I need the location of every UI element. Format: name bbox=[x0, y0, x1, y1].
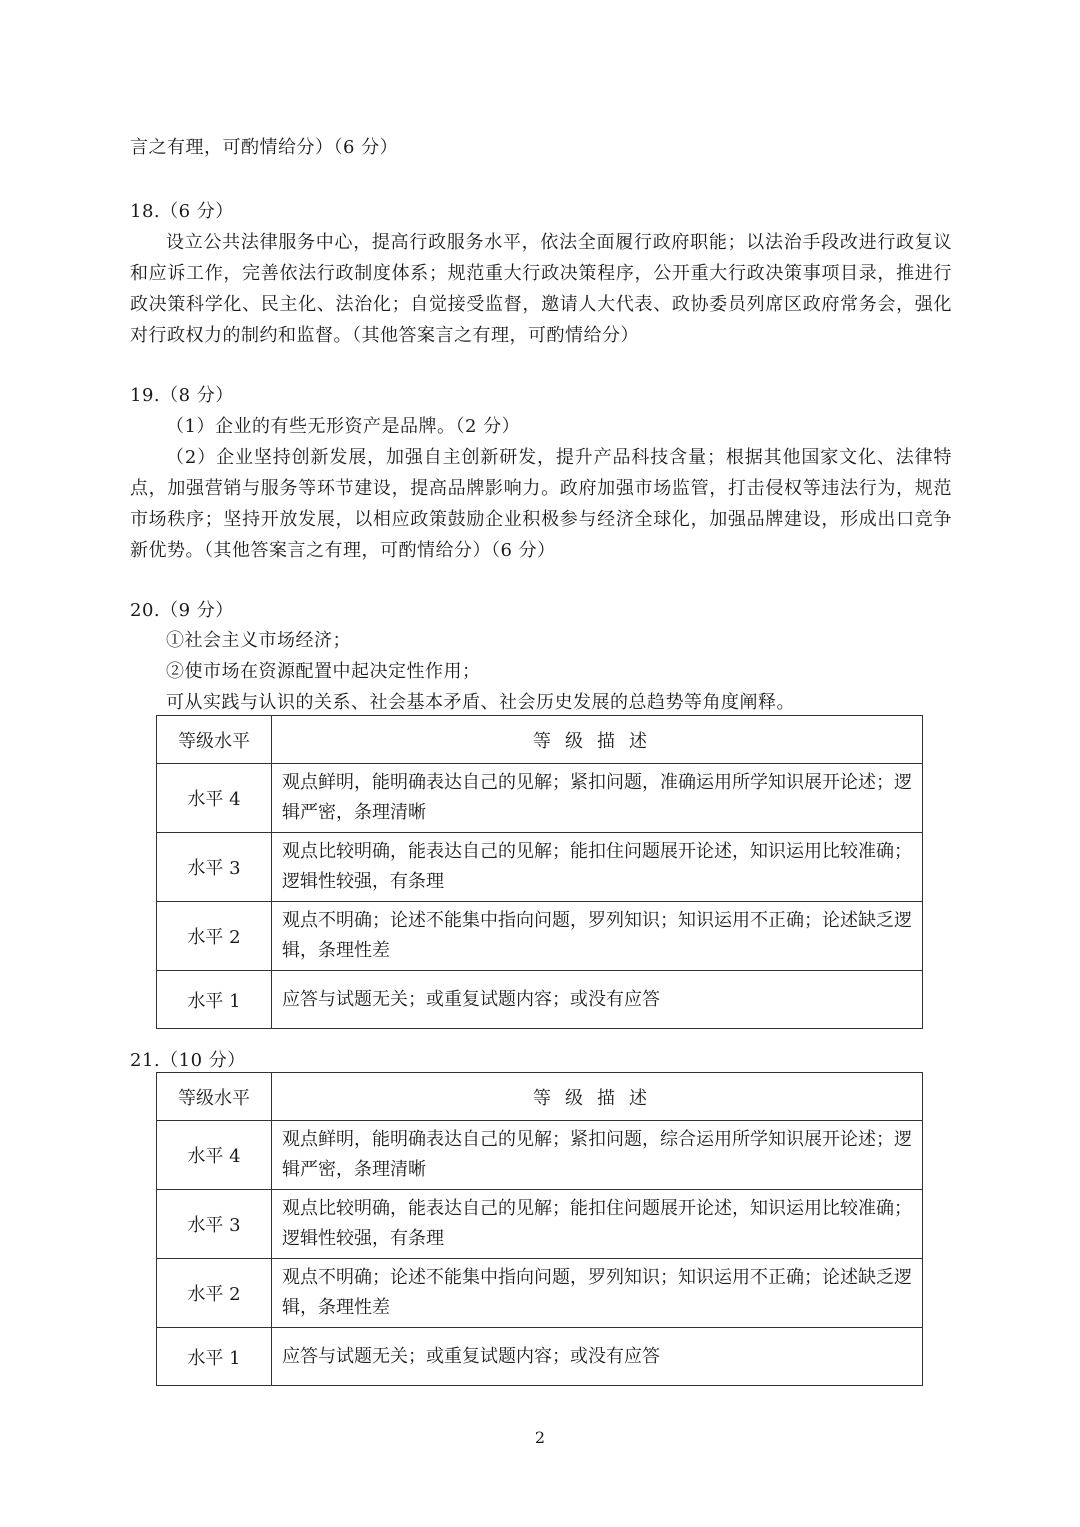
q20-point1: ①社会主义市场经济； bbox=[166, 630, 351, 651]
q18-heading: 18.（6 分） bbox=[130, 201, 234, 222]
header-level: 等级水平 bbox=[157, 716, 272, 764]
level-cell: 水平 2 bbox=[157, 1259, 272, 1328]
description-cell: 观点不明确；论述不能集中指向问题，罗列知识；知识运用不正确；论述缺乏逻辑，条理性差 bbox=[272, 902, 923, 971]
description-cell: 观点比较明确，能表达自己的见解；能扣住问题展开论述，知识运用比较准确；逻辑性较强，有条理 bbox=[272, 833, 923, 902]
q20-point2: ②使市场在资源配置中起决定性作用； bbox=[166, 661, 481, 682]
q19-part2: （2）企业坚持创新发展，加强自主创新研发，提升产品科技含量；根据其他国家文化、法律特点，加强营销与服务等环节建设，提高品牌影响力。政府加强市场监管，打击侵权等违法行为，规范市场秩序；坚持开放发展，以相应政策鼓励企业积极参与经济全球化，加强品牌建设，形成出口竞争新优势。（其他答案言之有理，可酌情给分）（6 分） bbox=[130, 447, 952, 561]
table-header-row bbox=[157, 1073, 923, 1121]
description-cell: 观点不明确；论述不能集中指向问题，罗列知识；知识运用不正确；论述缺乏逻辑，条理性差 bbox=[272, 1259, 923, 1328]
continued-line: 言之有理，可酌情给分）（6 分） bbox=[130, 137, 399, 158]
table-row bbox=[157, 1259, 923, 1328]
q20-note: 可从实践与认识的关系、社会基本矛盾、社会历史发展的总趋势等角度阐释。 bbox=[166, 692, 795, 713]
description-cell: 观点鲜明，能明确表达自己的见解；紧扣问题，准确运用所学知识展开论述；逻辑严密，条理清晰 bbox=[272, 764, 923, 833]
description-cell: 应答与试题无关；或重复试题内容；或没有应答 bbox=[272, 1328, 923, 1386]
q21-heading: 21.（10 分） bbox=[130, 1050, 246, 1071]
table-row bbox=[157, 971, 923, 1029]
header-description: 等级描述 bbox=[272, 716, 923, 764]
table-row bbox=[157, 833, 923, 902]
level-cell: 水平 1 bbox=[157, 1328, 272, 1386]
description-cell: 应答与试题无关；或重复试题内容；或没有应答 bbox=[272, 971, 923, 1029]
q19-part1: （1）企业的有些无形资产是品牌。（2 分） bbox=[166, 416, 521, 437]
table-row bbox=[157, 902, 923, 971]
level-cell: 水平 1 bbox=[157, 971, 272, 1029]
level-cell: 水平 2 bbox=[157, 902, 272, 971]
level-cell: 水平 3 bbox=[157, 833, 272, 902]
level-cell: 水平 4 bbox=[157, 764, 272, 833]
q19-heading: 19.（8 分） bbox=[130, 385, 234, 406]
q20-heading: 20.（9 分） bbox=[130, 600, 234, 621]
description-cell: 观点鲜明，能明确表达自己的见解；紧扣问题，综合运用所学知识展开论述；逻辑严密，条理清晰 bbox=[272, 1121, 923, 1190]
header-description: 等级描述 bbox=[272, 1073, 923, 1121]
q20-grading-table bbox=[156, 715, 923, 1029]
level-cell: 水平 3 bbox=[157, 1190, 272, 1259]
q18-answer: 设立公共法律服务中心，提高行政服务水平，依法全面履行政府职能；以法治手段改进行政复议和应诉工作，完善依法行政制度体系；规范重大行政决策程序，公开重大行政决策事项目录，推进行政决策科学化、民主化、法治化；自觉接受监督，邀请人大代表、政协委员列席区政府常务会，强化对行政权力的制约和监督。（其他答案言之有理，可酌情给分） bbox=[130, 232, 952, 346]
level-cell: 水平 4 bbox=[157, 1121, 272, 1190]
table-row bbox=[157, 1121, 923, 1190]
page-number: 2 bbox=[534, 1428, 546, 1447]
table-row bbox=[157, 1190, 923, 1259]
q21-grading-table bbox=[156, 1072, 923, 1386]
table-header-row bbox=[157, 716, 923, 764]
table-row bbox=[157, 764, 923, 833]
header-level: 等级水平 bbox=[157, 1073, 272, 1121]
table-row bbox=[157, 1328, 923, 1386]
description-cell: 观点比较明确，能表达自己的见解；能扣住问题展开论述，知识运用比较准确；逻辑性较强，有条理 bbox=[272, 1190, 923, 1259]
